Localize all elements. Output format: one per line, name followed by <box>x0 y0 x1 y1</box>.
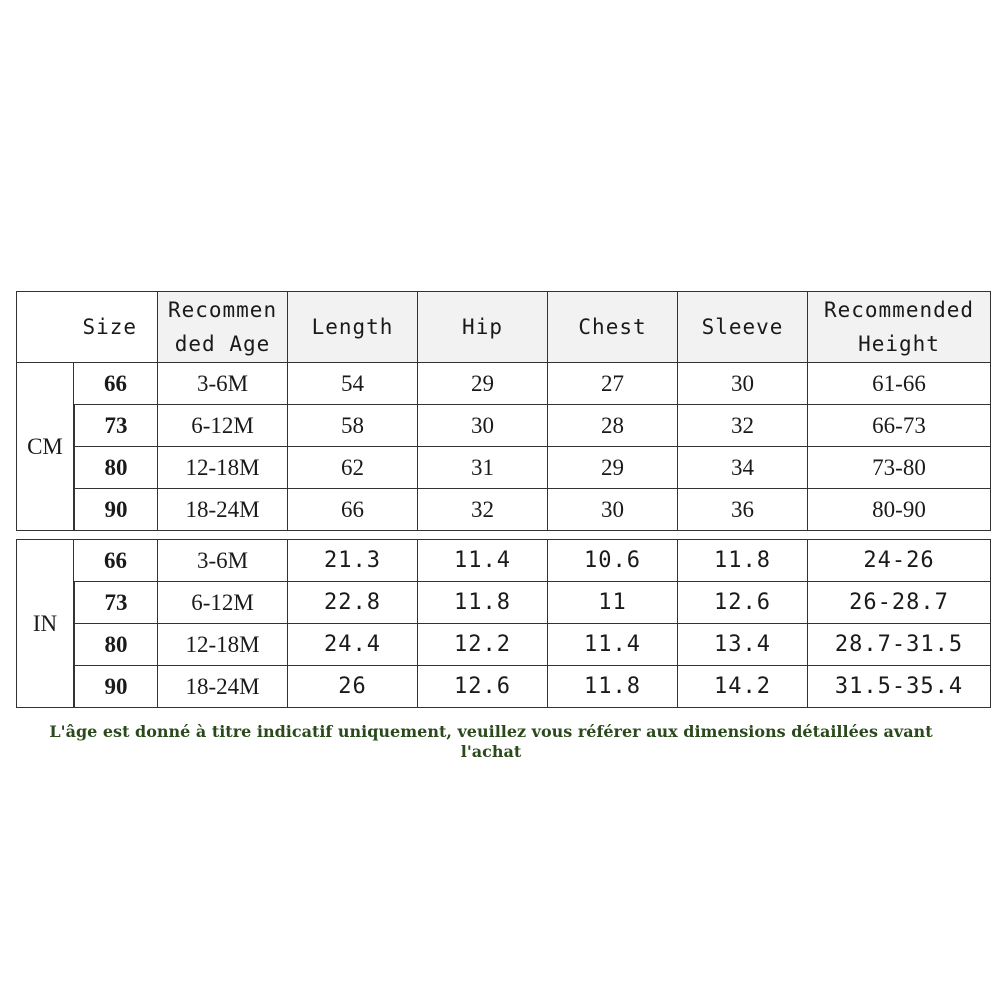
age-cell: 3-6M <box>158 363 288 405</box>
header-length: Length <box>288 291 418 363</box>
age-cell: 6-12M <box>158 582 288 624</box>
height-cell: 80-90 <box>808 489 991 531</box>
sleeve-cell: 30 <box>678 363 808 405</box>
note-line2: l'achat <box>460 742 522 761</box>
hip-cell: 11.8 <box>418 582 548 624</box>
size-chart <box>16 291 991 708</box>
header-row <box>16 291 991 363</box>
note-line1: L'âge est donné à titre indicatif uniquement, veuillez vous référer aux dimensions détaillées avant <box>49 722 933 741</box>
height-cell: 73-80 <box>808 447 991 489</box>
chest-cell: 30 <box>548 489 678 531</box>
size-cell: 90 <box>74 666 158 708</box>
length-cell: 22.8 <box>288 582 418 624</box>
age-cell: 6-12M <box>158 405 288 447</box>
age-cell: 18-24M <box>158 666 288 708</box>
size-cell: 80 <box>74 624 158 666</box>
chest-cell: 29 <box>548 447 678 489</box>
size-cell: 73 <box>74 405 158 447</box>
length-cell: 21.3 <box>288 540 418 582</box>
sleeve-cell: 11.8 <box>678 540 808 582</box>
table-row <box>16 666 991 708</box>
sleeve-cell: 32 <box>678 405 808 447</box>
unit-label-in: IN <box>16 540 74 708</box>
length-cell: 26 <box>288 666 418 708</box>
sleeve-cell: 14.2 <box>678 666 808 708</box>
header-hip: Hip <box>418 291 548 363</box>
hip-cell: 30 <box>418 405 548 447</box>
size-cell: 90 <box>74 489 158 531</box>
header-height-line2: Height <box>858 332 940 356</box>
header-height-line1: Recommended <box>823 298 975 322</box>
length-cell: 24.4 <box>288 624 418 666</box>
table-row <box>16 540 991 582</box>
hip-cell: 12.6 <box>418 666 548 708</box>
table-row <box>16 624 991 666</box>
hip-cell: 29 <box>418 363 548 405</box>
size-cell: 66 <box>74 363 158 405</box>
age-cell: 3-6M <box>158 540 288 582</box>
block-divider <box>16 531 991 540</box>
height-cell: 31.5-35.4 <box>808 666 991 708</box>
height-cell: 66-73 <box>808 405 991 447</box>
table-row <box>16 405 991 447</box>
size-table <box>16 291 991 708</box>
height-cell: 24-26 <box>808 540 991 582</box>
chest-cell: 28 <box>548 405 678 447</box>
header-age-line2: ded Age <box>174 332 271 356</box>
chest-cell: 10.6 <box>548 540 678 582</box>
header-size: Size <box>16 291 158 363</box>
chest-cell: 11 <box>548 582 678 624</box>
unit-label-cm: CM <box>16 363 74 531</box>
header-age-line1: Recommen <box>167 298 278 322</box>
length-cell: 58 <box>288 405 418 447</box>
table-row <box>16 582 991 624</box>
length-cell: 66 <box>288 489 418 531</box>
hip-cell: 11.4 <box>418 540 548 582</box>
disclaimer-note <box>16 722 966 762</box>
chest-cell: 27 <box>548 363 678 405</box>
age-cell: 18-24M <box>158 489 288 531</box>
size-cell: 73 <box>74 582 158 624</box>
header-chest: Chest <box>548 291 678 363</box>
header-recommended-height <box>808 291 991 363</box>
size-cell: 80 <box>74 447 158 489</box>
hip-cell: 31 <box>418 447 548 489</box>
chest-cell: 11.4 <box>548 624 678 666</box>
height-cell: 26-28.7 <box>808 582 991 624</box>
header-recommended-age <box>158 291 288 363</box>
table-row <box>16 489 991 531</box>
sleeve-cell: 12.6 <box>678 582 808 624</box>
height-cell: 28.7-31.5 <box>808 624 991 666</box>
table-row <box>16 447 991 489</box>
length-cell: 54 <box>288 363 418 405</box>
length-cell: 62 <box>288 447 418 489</box>
sleeve-cell: 34 <box>678 447 808 489</box>
size-cell: 66 <box>74 540 158 582</box>
sleeve-cell: 36 <box>678 489 808 531</box>
sleeve-cell: 13.4 <box>678 624 808 666</box>
chest-cell: 11.8 <box>548 666 678 708</box>
age-cell: 12-18M <box>158 624 288 666</box>
header-sleeve: Sleeve <box>678 291 808 363</box>
table-row <box>16 363 991 405</box>
hip-cell: 12.2 <box>418 624 548 666</box>
hip-cell: 32 <box>418 489 548 531</box>
age-cell: 12-18M <box>158 447 288 489</box>
height-cell: 61-66 <box>808 363 991 405</box>
